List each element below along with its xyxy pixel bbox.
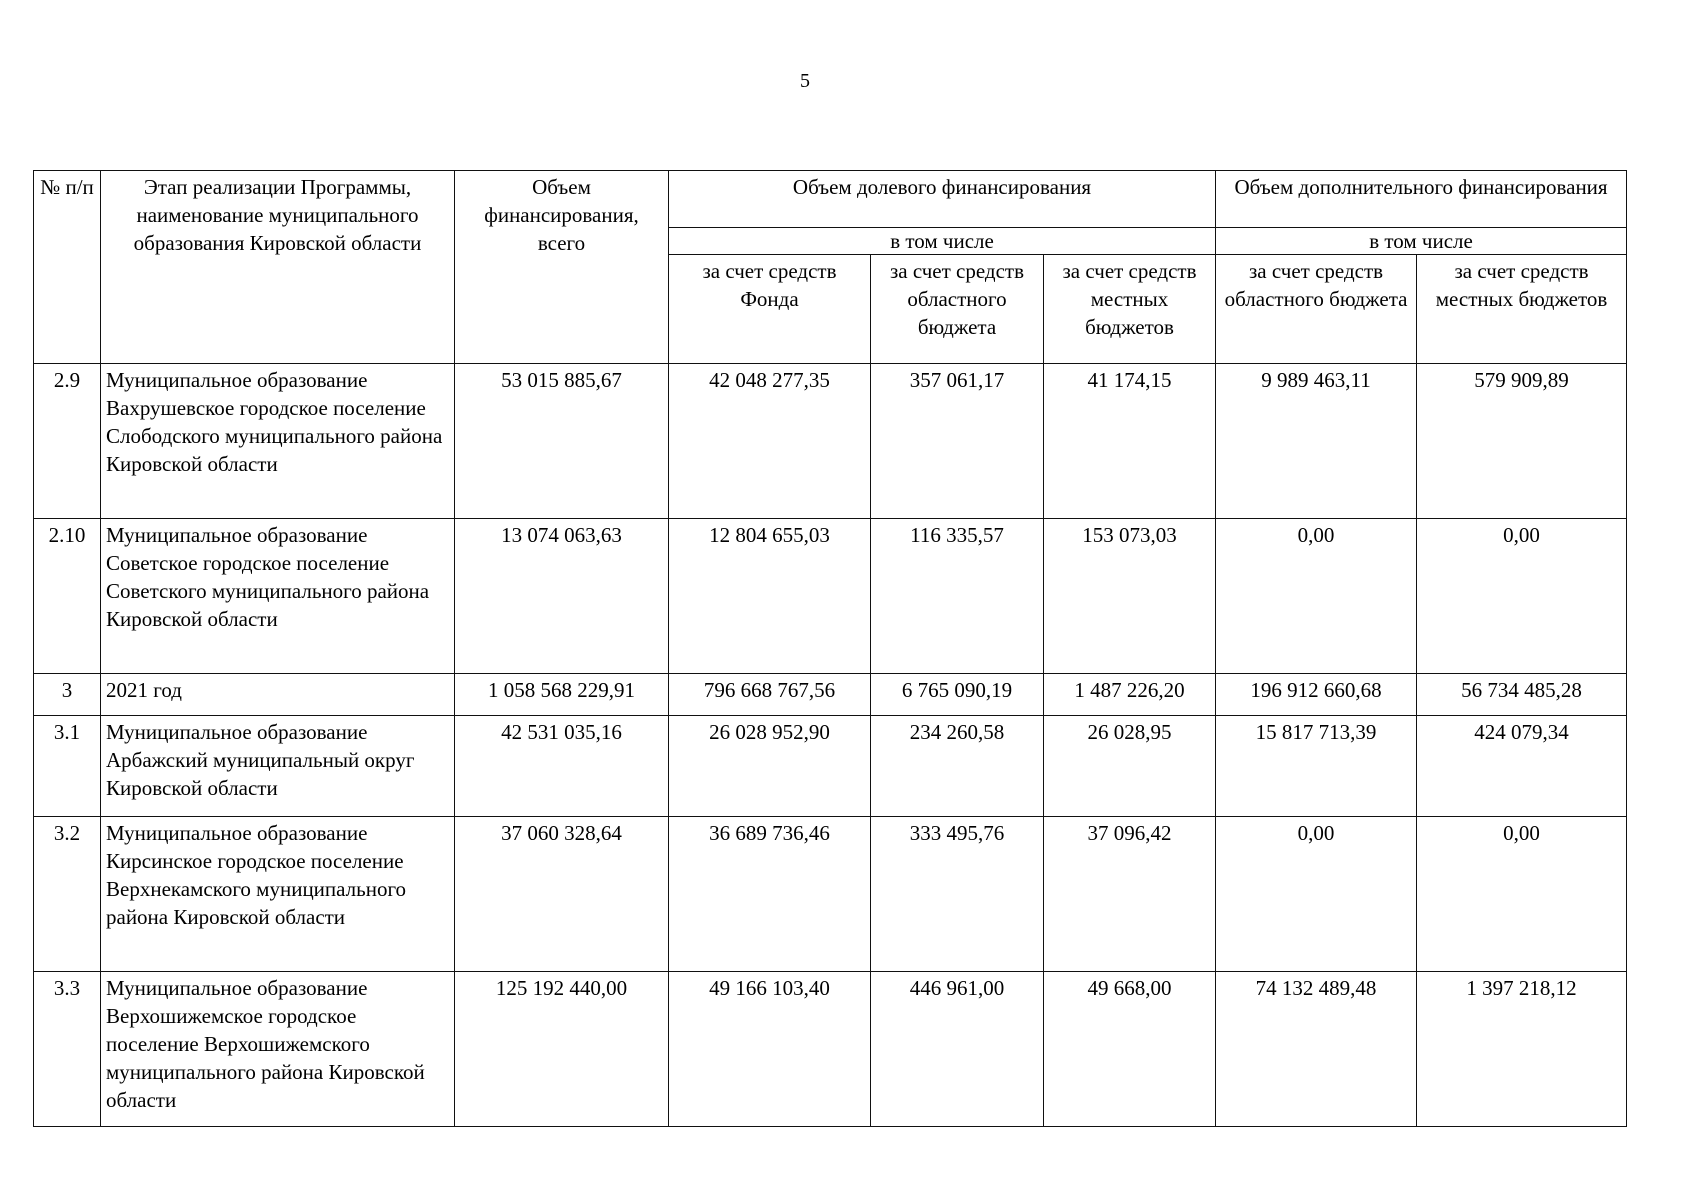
row-total: 53 015 885,67 (455, 364, 669, 519)
row-num: 3.2 (34, 817, 101, 972)
row-num: 2.9 (34, 364, 101, 519)
row-num: 3.1 (34, 716, 101, 817)
row-fund: 12 804 655,03 (669, 519, 871, 674)
header-num: № п/п (34, 171, 101, 364)
row-share-regional: 234 260,58 (871, 716, 1044, 817)
row-fund: 796 668 767,56 (669, 674, 871, 716)
header-add-local: за счет средств местных бюджетов (1417, 255, 1627, 364)
header-additional-group: Объем дополнительного финансирования (1216, 171, 1627, 228)
row-name: Муниципальное образование Кирсинское городское поселение Верхнекамского муниципального района Кировской области (101, 817, 455, 972)
row-share-local: 153 073,03 (1044, 519, 1216, 674)
row-num: 3 (34, 674, 101, 716)
row-total: 37 060 328,64 (455, 817, 669, 972)
row-fund: 36 689 736,46 (669, 817, 871, 972)
row-add-regional: 74 132 489,48 (1216, 972, 1417, 1127)
header-add-regional: за счет средств областного бюджета (1216, 255, 1417, 364)
row-add-regional: 15 817 713,39 (1216, 716, 1417, 817)
header-stage: Этап реализации Программы, наименование муниципального образования Кировской области (101, 171, 455, 364)
row-share-local: 37 096,42 (1044, 817, 1216, 972)
row-share-local: 49 668,00 (1044, 972, 1216, 1127)
row-total: 42 531 035,16 (455, 716, 669, 817)
row-add-local: 424 079,34 (1417, 716, 1627, 817)
row-add-regional: 0,00 (1216, 817, 1417, 972)
row-name: Муниципальное образование Арбажский муниципальный округ Кировской области (101, 716, 455, 817)
row-add-local: 0,00 (1417, 519, 1627, 674)
table-row (34, 364, 1627, 519)
row-fund: 42 048 277,35 (669, 364, 871, 519)
table-row (34, 674, 1627, 716)
row-share-regional: 446 961,00 (871, 972, 1044, 1127)
row-share-regional: 357 061,17 (871, 364, 1044, 519)
row-share-local: 41 174,15 (1044, 364, 1216, 519)
row-share-local: 26 028,95 (1044, 716, 1216, 817)
table-row (34, 972, 1627, 1127)
row-add-local: 56 734 485,28 (1417, 674, 1627, 716)
table-row (34, 519, 1627, 674)
row-share-regional: 116 335,57 (871, 519, 1044, 674)
header-share-local: за счет средств местных бюджетов (1044, 255, 1216, 364)
header-including-additional: в том числе (1216, 228, 1627, 255)
table-row (34, 716, 1627, 817)
row-fund: 26 028 952,90 (669, 716, 871, 817)
row-total: 13 074 063,63 (455, 519, 669, 674)
row-add-regional: 0,00 (1216, 519, 1417, 674)
row-name: 2021 год (101, 674, 455, 716)
row-total: 1 058 568 229,91 (455, 674, 669, 716)
header-share-group: Объем долевого финансирования (669, 171, 1216, 228)
row-add-local: 579 909,89 (1417, 364, 1627, 519)
table-row (34, 817, 1627, 972)
row-add-local: 0,00 (1417, 817, 1627, 972)
row-name: Муниципальное образование Верхошижемское городское поселение Верхошижемского муниципального района Кировской области (101, 972, 455, 1127)
row-add-regional: 9 989 463,11 (1216, 364, 1417, 519)
row-total: 125 192 440,00 (455, 972, 669, 1127)
row-name: Муниципальное образование Советское городское поселение Советского муниципального района Кировской области (101, 519, 455, 674)
row-share-local: 1 487 226,20 (1044, 674, 1216, 716)
row-fund: 49 166 103,40 (669, 972, 871, 1127)
header-share-regional: за счет средств областного бюджета (871, 255, 1044, 364)
row-num: 2.10 (34, 519, 101, 674)
row-share-regional: 6 765 090,19 (871, 674, 1044, 716)
header-including-share: в том числе (669, 228, 1216, 255)
row-name: Муниципальное образование Вахрушевское городское поселение Слободского муниципального района Кировской области (101, 364, 455, 519)
header-fund: за счет средств Фонда (669, 255, 871, 364)
row-share-regional: 333 495,76 (871, 817, 1044, 972)
row-num: 3.3 (34, 972, 101, 1127)
financing-table (33, 170, 1627, 1127)
header-total: Объем финансирования, всего (455, 171, 669, 364)
row-add-regional: 196 912 660,68 (1216, 674, 1417, 716)
page-number: 5 (800, 70, 810, 92)
row-add-local: 1 397 218,12 (1417, 972, 1627, 1127)
